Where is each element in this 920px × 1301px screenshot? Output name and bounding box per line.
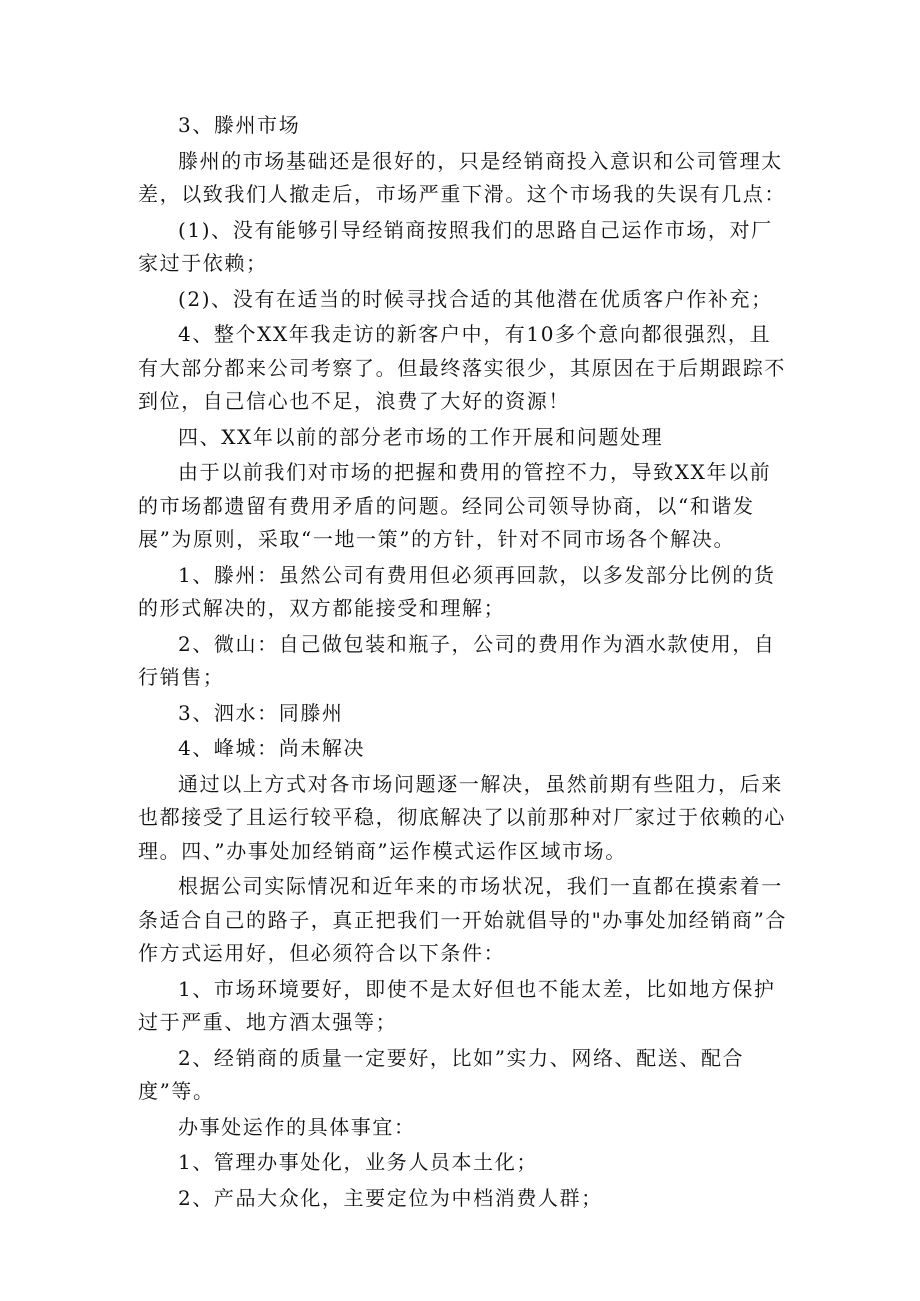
paragraph-tengzhou-summary: 滕州的市场基础还是很好的，只是经销商投入意识和公司管理太差，以致我们人撤走后，市场严重下滑。这个市场我的失误有几点： xyxy=(138,148,786,206)
list-item-mistake-1: (1)、没有能够引导经销商按照我们的思路自己运作市场，对厂家过于依赖； xyxy=(138,217,773,275)
paragraph-old-markets-intro: 由于以前我们对市场的把握和费用的管控不力，导致XX年以前的市场都遗留有费用矛盾的问题。经同公司领导协商，以“和谐发展”为原则，采取“一地一策”的方针，针对不同市场各个解决。 xyxy=(138,460,772,551)
paragraph-resolution-summary: 通过以上方式对各市场问题逐一解决，虽然前期有些阻力，后来也都接受了且运行较平稳，彻底解决了以前那种对厂家过于依赖的心理。四、”办事处加经销商”运作模式运作区域市场。 xyxy=(138,771,786,863)
list-item-market-tengzhou: 1、滕州：虽然公司有费用但必须再回款，以多发部分比例的货的形式解决的，双方都能接受和理解； xyxy=(138,562,776,620)
list-item-condition-2: 2、经销商的质量一定要好，比如”实力、网络、配送、配合度”等。 xyxy=(138,1045,745,1103)
list-item-operation-1: 1、管理办事处化，业务人员本土化； xyxy=(178,1150,538,1174)
list-item-market-fengcheng: 4、峰城：尚未解决 xyxy=(178,736,366,760)
paragraph-conditions-intro: 根据公司实际情况和近年来的市场状况，我们一直都在摸索着一条适合自己的路子，真正把我们一开始就倡导的"办事处加经销商”合作方式运用好，但必须符合以下条件： xyxy=(138,874,788,965)
list-item-mistake-2: (2)、没有在适当的时候寻找合适的其他潜在优质客户作补充； xyxy=(178,286,773,311)
list-item-market-weishan: 2、微山：自己做包装和瓶子，公司的费用作为酒水款使用，自行销售； xyxy=(138,631,776,689)
list-item-market-sishui: 3、泗水：同滕州 xyxy=(178,700,344,725)
paragraph-new-clients: 4、整个XX年我走访的新客户中，有10多个意向都很强烈，且有大部分都来公司考察了。但最终落实很少，其原因在于后期跟踪不到位，自己信心也不足，浪费了大好的资源！ xyxy=(138,322,786,413)
list-item-operation-2: 2、产品大众化，主要定位为中档消费人群； xyxy=(178,1185,603,1210)
section-heading-tengzhou: 3、滕州市场 xyxy=(178,113,301,137)
list-item-condition-1: 1、市场环境要好，即使不是太好但也不能太差，比如地方保护过于严重、地方酒太强等； xyxy=(138,976,776,1034)
section-heading-old-markets: 四、XX年以前的部分老市场的工作开展和问题处理 xyxy=(178,424,664,449)
section-heading-office-operation: 办事处运作的具体事宜： xyxy=(178,1114,416,1139)
